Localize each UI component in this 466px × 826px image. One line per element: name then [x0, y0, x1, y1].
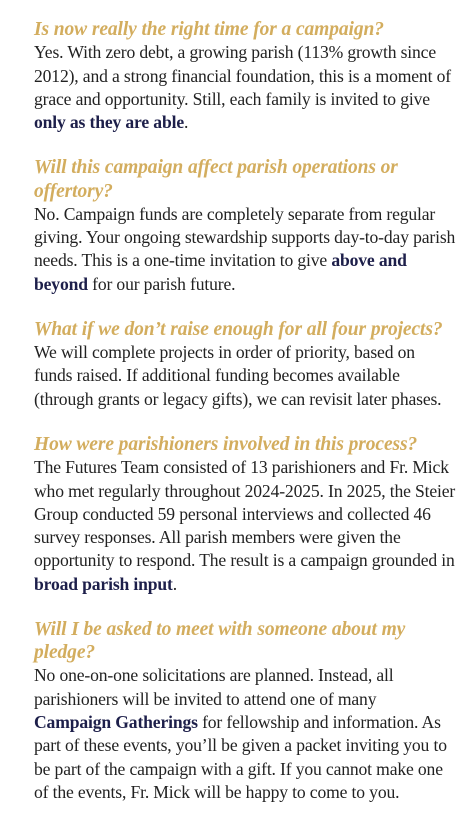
faq-answer-emphasis: above and beyond	[34, 250, 407, 294]
faq-question: Will I be asked to meet with someone about my pledge?	[34, 619, 406, 664]
faq-item-parishioners-involved	[34, 433, 456, 596]
faq-answer	[34, 664, 456, 804]
faq-answer-emphasis: Campaign Gatherings	[34, 712, 198, 733]
faq-answer-text-end: .	[172, 573, 178, 594]
faq-answer	[34, 456, 456, 596]
faq-answer	[34, 341, 456, 411]
faq-answer	[34, 41, 456, 134]
faq-question: What if we don’t raise enough for all four projects?	[34, 318, 443, 340]
faq-answer-text-end: for fellowship and information. As part of these events, you’ll be given a packet inviting you to be part of the campaign with a gift. If you cannot make one of the events, Fr. Mick will be happy to come to you.	[34, 712, 447, 802]
faq-item-operations	[34, 156, 456, 296]
faq-answer-text-end: .	[183, 112, 189, 133]
faq-answer-emphasis: only as they are able	[34, 112, 184, 133]
faq-answer-text: No one-on-one solicitations are planned. Instead, all parishioners will be invited to attend one of many	[34, 665, 394, 709]
faq-question: Is now really the right time for a campaign?	[34, 19, 384, 40]
faq-answer-text: The Futures Team consisted of 13 parishioners and Fr. Mick who met regularly throughout 2024-2025. In 2025, the Steier Group conducted 59 personal interviews and collected 46 survey responses. All parish members were given the opportunity to respond. The result is a campaign grounded in	[34, 457, 456, 571]
faq-answer-text: Yes. With zero debt, a growing parish (113% growth since 2012), and a strong financial foundation, this is a moment of grace and opportunity. Still, each family is invited to give	[34, 42, 451, 109]
faq-question: Will this campaign affect parish operations or offertory?	[34, 157, 398, 202]
faq-answer-text: We will complete projects in order of priority, based on funds raised. If additional funding becomes available (through grants or legacy gifts), we can revisit later phases.	[34, 342, 442, 409]
faq-answer-text-end: for our parish future.	[87, 273, 236, 294]
faq-item-four-projects	[34, 318, 456, 411]
faq-answer-emphasis: broad parish input	[34, 573, 173, 594]
faq-answer-text: No. Campaign funds are completely separate from regular giving. Your ongoing stewardship supports day-to-day parish needs. This is a one-time invitation to give	[34, 203, 456, 271]
faq-answer	[34, 203, 456, 296]
faq-question: How were parishioners involved in this process?	[34, 434, 418, 456]
faq-item-right-time	[34, 18, 456, 134]
faq-page	[34, 18, 456, 826]
faq-item-pledge-meeting	[34, 618, 456, 804]
